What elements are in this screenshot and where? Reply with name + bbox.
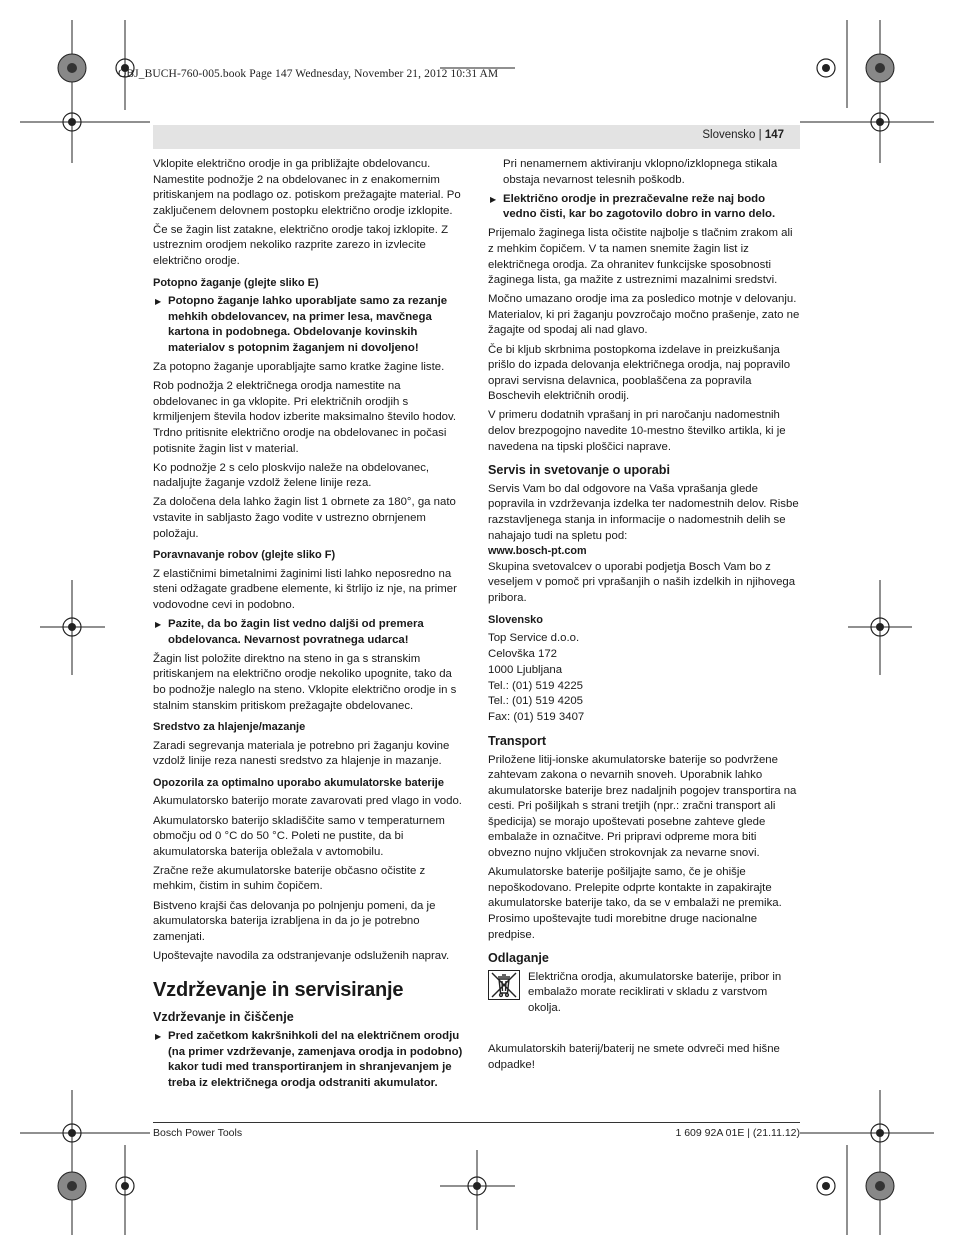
paragraph: Akumulatorsko baterijo morate zavarovati pred vlago in vodo. [153,795,462,808]
footer-rule [153,1122,800,1123]
paragraph: Akumulatorske baterije pošiljajte samo, če je ohišje nepoškodovano. Prelepite odprte kontakte in zapakirajte akumulatorske baterije tako, da se v embalaži ne premika. [488,866,782,910]
section-subtitle: Odlaganje [488,951,549,966]
fax-line: Fax: (01) 519 3407 [488,711,585,724]
slug-line: OBJ_BUCH-760-005.book Page 147 Wednesday, November 21, 2012 10:31 AM [118,68,499,80]
warning-bullet: ▶ Električno orodje in prezračevalne reže naj bodo vedno čisti, kar bo zagotovilo dobro in varno delo. [488,192,800,223]
header-language: Slovensko [702,129,756,141]
subheading: Poravnavanje robov (glejte sliko F) [153,549,336,562]
paragraph: Priložene litij-ionske akumulatorske baterije so podvržene zahtevam zakona o nevarnih snoveh. Uporabnik lahko akumulatorske baterije brez nadaljnih pogojev transportira na cesti. Pri pošiljkah s strani tretjih (npr.: zračni transport ali špedicija) se morajo upoštevati posebne zahteve glede embalaže in označitve. Pri pripravi odpreme mora biti obvezno nujno vključen strokovnjak za nevarne snovi. [488,753,797,860]
paragraph: Žagin list položite direktno na steno in ga s stranskim pritiskanjem na električno orodje nekoliko upognite, tako da bo podnožje naleglo na steno. Vklopite električno orodje in s stalnim stanskim pritiskom prežagajte obdelovanec. [153,652,457,712]
section-title: Vzdrževanje in servisiranje [153,979,404,1002]
paragraph: Prijemalo žaginega lista očistite najbolje s tlačnim zrakom ali z mehkim čopičem. V ta namen snemite žagin list iz električnega orodja. Za ohranitev funkcijske sposobnosti žaginega lista, ga mažite z ustreznimi mazalnimi sredstvi. [488,227,793,287]
footer-doc-number: 1 609 92A 01E | (21.11.12) [675,1127,800,1139]
left-column [153,157,464,1095]
paragraph: Z elastičnimi bimetalnimi žaginimi listi lahko neposredno na steni odžagate gradbene elemente, ki štrlijo iz nje, na primer vodovodne cevi in podobno. [153,567,457,611]
paragraph: Če bi kljub skrbnima postopkoma izdelave in preizkušanja prišlo do izpada delovanja električnega orodja, naj popravilo opravi servisna delavnica, pooblaščena za popravila Boschevih električnih orodij. [488,343,791,403]
warning-bullet: ▶ Pazite, da bo žagin list vedno daljši od premera obdelovanca. Nevarnost povratnega udarca! [153,617,464,648]
paragraph: Rob podnožja 2 električnega orodja namestite na obdelovanec in ga vklopite. Pri električnih orodjih s krmiljenjem števila hodov izberite maksimalno število hodov. Trdno pritisnite električno orodje na obdelovanec in počasi potisnite žagin list v material. [153,380,457,455]
paragraph: Močno umazano orodje ima za posledico motnje v delovanju. Materialov, ki pri žaganju povzročajo močno prašenje, zato ne žagajte od spodaj ali nad glavo. [488,293,800,337]
paragraph: Električna orodja, akumulatorske baterije, pribor in embalažo morate reciklirati v skladu z varstvom okolja. [528,970,782,1014]
address-line: 1000 Ljubljana [488,663,563,676]
crossed-out-bin-icon [488,970,520,1000]
section-subtitle: Transport [488,733,547,748]
page-header [153,125,800,149]
header-separator: | [758,129,762,141]
subheading: Opozorila za optimalno uporabo akumulatorske baterije [153,776,444,789]
paragraph: Zaradi segrevanja materiala je potrebno pri žaganju kovine vzdolž linije reza nanesti sredstvo za hlajenje in mazanje. [153,739,450,768]
phone-line: Tel.: (01) 519 4225 [488,679,583,692]
paragraph: Zračne reže akumulatorske baterije občasno očistite z mehkim, čistim in suhim čopičem. [153,864,426,893]
paragraph: Skupina svetovalcev o uporabi podjetja Bosch Vam bo z veseljem v pomoč pri vprašanjih o naših izdelkih in njihovega pribora. [488,560,796,604]
spacer [488,1020,800,1042]
website-url: www.bosch-pt.com [488,545,587,558]
page-number: 147 [764,129,784,141]
paragraph: Bistveno krajši čas delovanja po polnjenju pomeni, da je akumulatorska baterija izrabljena in da jo je potrebno zamenjati. [153,899,436,943]
phone-line: Tel.: (01) 519 4205 [488,695,583,708]
footer-brand: Bosch Power Tools [153,1127,243,1139]
warning-bullet: ▶ Potopno žaganje lahko uporabljate samo za rezanje mehkih obdelovancev, na primer lesa, mavčnega kartona in podobnega. Obdelovanje kovinskih materialov s potopnim žaganjem ni dovoljeno! [153,294,464,356]
section-subtitle: Vzdrževanje in čiščenje [153,1010,294,1025]
right-column [488,157,800,1077]
subheading: Sredstvo za hlajenje/mazanje [153,721,306,734]
paragraph: Za potopno žaganje uporabljajte samo kratke žagine liste. [153,361,445,374]
paragraph: Prosimo upoštevajte tudi morebitne druge nacionalne predpise. [488,912,758,941]
subheading: Potopno žaganje (glejte sliko E) [153,276,319,289]
paragraph: V primeru dodatnih vprašanj in pri naročanju nadomestnih delov brezpogojno navedite 10-mestno številko artikla, ki je navedena na tipski ploščici naprave. [488,409,786,453]
header-text [702,129,784,141]
paragraph: Akumulatorsko baterijo skladiščite samo v temperaturnem območju od 0 °C do 50 °C. Poleti ne pustite, da bi akumulatorska baterija obležala v avtomobilu. [153,814,445,858]
paragraph: Ko podnožje 2 s celo ploskvijo naleže na obdelovanec, nadaljujte žaganje vzdolž želene linije reza. [153,461,430,490]
section-subtitle: Servis in svetovanje o uporabi [488,463,670,478]
paragraph: Za določena dela lahko žagin list 1 obrnete za 180°, ga nato vstavite in sabljasto žago vodite v ustrezno obrnjenem položaju. [153,496,456,540]
paragraph: Vklopite električno orodje in ga približajte obdelovancu. Namestite podnožje 2 na obdelovanec in z enakomernim pritiskanjem na podlago oz. potiskom prežagajte material. Po zaključenem delovnem postopku električno orodje izklopite. [153,158,461,217]
warning-bullet: ▶ Pred začetkom kakršnihkoli del na električnem orodju (na primer vzdrževanje, zamenjava orodja in podobno) kakor tudi med transportiranjem in shranjevanjem je treba iz električnega orodja odstraniti akumulator. [153,1029,464,1091]
country-heading: Slovensko [488,613,544,626]
disposal-block [488,970,800,1020]
paragraph: Upoštevajte navodila za odstranjevanje odsluženih naprav. [153,949,450,962]
bullet-continuation: Pri nenamernem aktiviranju vklopno/izklopnega stikala obstaja nevarnost telesnih poškodb. [503,158,778,186]
paragraph: Akumulatorskih baterij/baterij ne smete odvreči med hišne odpadke! [488,1043,780,1071]
address-line: Top Service d.o.o. [488,632,580,645]
service-address [488,631,800,726]
paragraph: Če se žagin list zatakne, električno orodje takoj izklopite. Z ustreznim orodjem nekoliko razprite zarezo in izvlecite električno orodje. [153,223,449,268]
paragraph: Servis Vam bo dal odgovore na Vaša vprašanja glede popravila in vzdrževanja izdelka ter nadomestnih delov. Risbe razstavljenega stanja in informacije o nadomestnih delih se nahajajo tudi na spletu pod: [488,482,799,542]
address-line: Celovška 172 [488,647,558,660]
